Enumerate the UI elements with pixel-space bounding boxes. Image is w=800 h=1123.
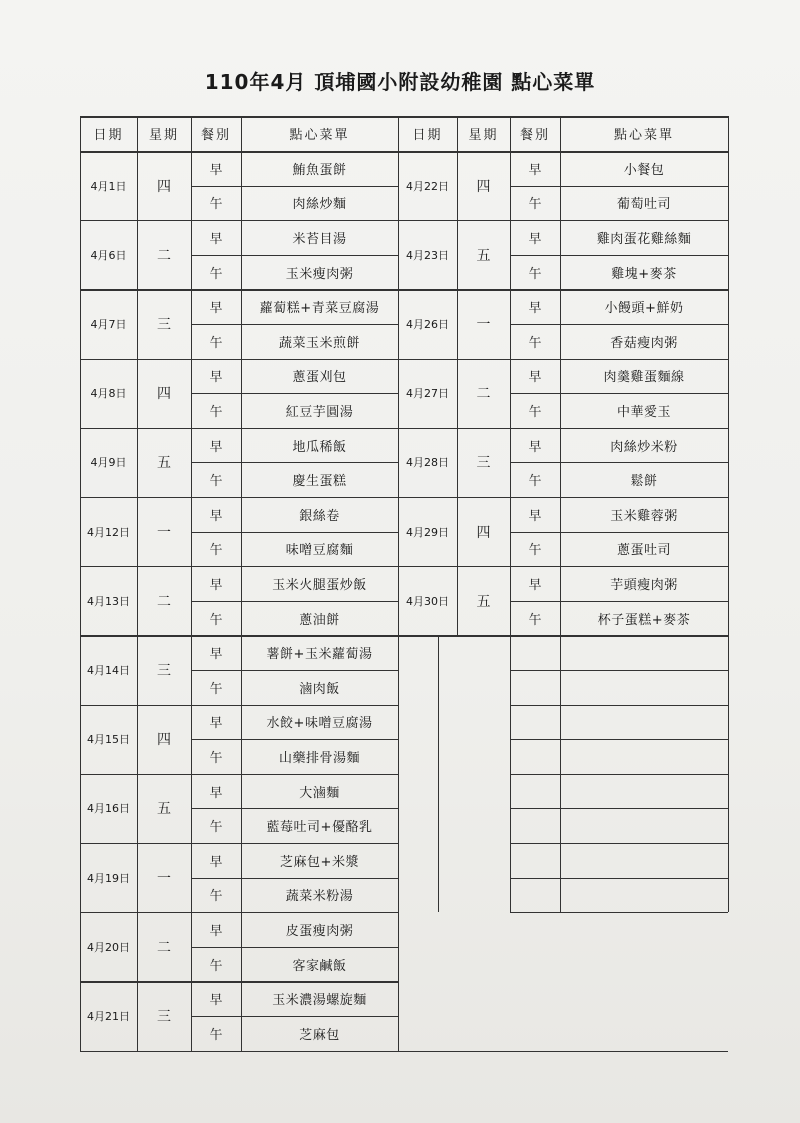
right-menu-item-afternoon: 香菇瘦肉粥 [610,335,678,351]
right-weekday-cell: 五 [476,247,491,264]
left-date-cell: 4月19日 [87,871,130,885]
left-weekday-cell: 四 [157,732,171,749]
right-weekday-cell: 四 [476,524,491,541]
left-menu-item-morning: 銀絲卷 [299,508,340,524]
left-day-divider [80,843,398,844]
left-date-cell: 4月20日 [87,940,130,954]
right-weekday-cell: 二 [476,386,491,403]
left-menu-item-afternoon: 滷肉飯 [299,681,340,697]
left-date-cell: 4月9日 [90,456,127,470]
left-meal-afternoon: 午 [209,750,223,766]
page-title: 110年4月 頂埔國小附設幼稚園 點心菜單 [204,70,596,94]
right-empty-row-line [510,808,728,809]
left-meal-morning: 早 [209,231,223,247]
right-menu-item-morning: 肉羹雞蛋麵線 [603,370,685,386]
right-weekday-cell: 五 [476,593,491,610]
right-meal-morning: 早 [528,439,542,455]
right-empty-row-line [510,774,728,775]
left-meal-afternoon: 午 [209,958,223,974]
left-menu-item-afternoon: 味噌豆腐麵 [285,543,354,559]
left-meal-afternoon: 午 [209,404,223,420]
left-menu-item-afternoon: 芝麻包 [299,1027,340,1043]
left-meal-morning: 早 [209,923,223,939]
left-date-cell: 4月7日 [90,317,127,331]
left-menu-item-afternoon: 客家鹹飯 [292,958,347,974]
left-meal-divider [191,808,398,809]
left-meal-afternoon: 午 [209,1027,223,1043]
left-meal-divider [191,670,398,671]
right-header-meal: 餐別 [519,128,550,143]
left-menu-item-morning: 水餃+味噌豆腐湯 [266,716,373,732]
right-date-cell: 4月22日 [406,179,449,193]
left-header-date: 日期 [93,128,124,143]
left-meal-morning: 早 [209,785,223,801]
left-date-cell: 4月14日 [87,663,130,677]
right-meal-divider [510,186,728,187]
right-meal-afternoon: 午 [528,543,542,559]
left-menu-item-afternoon: 山藥排骨湯麵 [278,750,360,766]
left-weekday-cell: 五 [157,455,171,472]
left-meal-divider [191,462,398,463]
left-menu-item-afternoon: 玉米瘦肉粥 [285,266,354,282]
left-day-divider [80,289,398,290]
left-date-cell: 4月15日 [87,733,130,747]
left-day-divider [80,912,398,913]
right-menu-item-morning: 芋頭瘦肉粥 [610,577,678,593]
left-meal-morning: 早 [209,993,223,1009]
left-day-divider [80,635,398,636]
left-menu-item-afternoon: 肉絲炒麵 [292,197,347,213]
right-col-line-0 [457,116,458,635]
right-day-divider [398,289,728,290]
right-day-divider [398,428,728,429]
right-menu-item-morning: 雞肉蛋花雞絲麵 [596,231,692,247]
left-menu-item-morning: 皮蛋瘦肉粥 [285,923,354,939]
right-meal-afternoon: 午 [528,404,542,420]
right-empty-row-line [510,670,728,671]
right-meal-afternoon: 午 [528,197,542,213]
right-col-line-3 [728,116,729,635]
right-menu-item-afternoon: 葡萄吐司 [616,197,671,213]
left-meal-afternoon: 午 [209,681,223,697]
left-meal-divider [191,1016,398,1017]
menu-table [80,116,728,1056]
left-date-cell: 4月12日 [87,525,130,539]
left-meal-morning: 早 [209,439,223,455]
left-day-divider [80,774,398,775]
right-day-divider [398,359,728,360]
left-weekday-cell: 一 [157,870,171,887]
right-menu-item-morning: 肉絲炒米粉 [610,439,678,455]
left-meal-morning: 早 [209,508,223,524]
left-menu-item-afternoon: 蔥油餅 [299,612,340,628]
right-day-divider [398,497,728,498]
right-empty-row-line [510,739,728,740]
left-weekday-cell: 二 [157,939,171,956]
left-weekday-cell: 四 [157,178,171,195]
left-date-cell: 4月16日 [87,802,130,816]
table-border-bottom [80,1051,728,1052]
right-empty-row-line [510,843,728,844]
left-menu-item-afternoon: 紅豆芋圓湯 [285,404,354,420]
right-menu-item-morning: 小饅頭+鮮奶 [604,301,684,317]
left-menu-item-morning: 大滷麵 [299,785,340,801]
left-weekday-cell: 三 [157,316,171,333]
left-meal-morning: 早 [209,647,223,663]
right-day-divider [398,220,728,221]
left-meal-divider [191,393,398,394]
right-meal-afternoon: 午 [528,474,542,490]
left-menu-item-morning: 地瓜稀飯 [292,439,347,455]
left-header-weekday: 星期 [148,128,179,143]
left-meal-morning: 早 [209,716,223,732]
left-day-divider [80,497,398,498]
left-menu-item-afternoon: 慶生蛋糕 [292,474,347,490]
right-meal-morning: 早 [528,370,542,386]
left-date-cell: 4月8日 [90,387,127,401]
left-meal-divider [191,947,398,948]
left-meal-afternoon: 午 [209,820,223,836]
left-meal-afternoon: 午 [209,889,223,905]
left-date-cell: 4月1日 [90,179,127,193]
right-meal-morning: 早 [528,508,542,524]
right-date-cell: 4月29日 [406,525,449,539]
header-divider [80,151,728,153]
right-menu-item-afternoon: 中華愛玉 [616,404,671,420]
right-meal-afternoon: 午 [528,266,542,282]
left-menu-item-afternoon: 蔬菜米粉湯 [285,889,354,905]
right-day-divider [398,566,728,567]
right-col-line-1 [510,116,511,635]
left-col-line-3 [241,116,242,1051]
left-day-divider [80,981,398,982]
right-empty-row-line [510,912,728,913]
right-weekday-cell: 三 [476,455,491,472]
right-meal-morning: 早 [528,577,542,593]
left-meal-morning: 早 [209,854,223,870]
left-header-menu: 點心菜單 [289,128,350,143]
left-meal-divider [191,186,398,187]
left-meal-divider [191,255,398,256]
right-empty-col-a [438,635,439,912]
right-meal-divider [510,255,728,256]
left-meal-afternoon: 午 [209,612,223,628]
right-date-cell: 4月28日 [406,456,449,470]
right-menu-item-afternoon: 雞塊+麥茶 [611,266,677,282]
right-menu-item-morning: 玉米雞蓉粥 [610,508,678,524]
right-meal-divider [510,393,728,394]
left-weekday-cell: 三 [157,1008,171,1025]
left-weekday-cell: 三 [157,662,171,679]
right-col-line-2 [560,116,561,635]
right-menu-item-morning: 小餐包 [623,162,665,178]
left-meal-morning: 早 [209,301,223,317]
left-day-divider [80,428,398,429]
left-meal-afternoon: 午 [209,335,223,351]
right-empty-col-d [728,635,729,912]
left-menu-item-afternoon: 藍莓吐司+優酪乳 [266,820,373,836]
left-col-line-2 [191,116,192,1051]
left-meal-afternoon: 午 [209,474,223,490]
right-header-menu: 點心菜單 [613,128,674,143]
left-meal-morning: 早 [209,370,223,386]
left-meal-divider [191,324,398,325]
left-day-divider [80,566,398,567]
table-border-top [80,116,728,118]
left-day-divider [80,359,398,360]
left-meal-afternoon: 午 [209,197,223,213]
right-meal-afternoon: 午 [528,612,542,628]
right-meal-divider [510,532,728,533]
right-empty-row-line [510,705,728,706]
left-date-cell: 4月6日 [90,248,127,262]
left-meal-afternoon: 午 [209,543,223,559]
right-menu-item-afternoon: 蔥蛋吐司 [616,543,671,559]
right-meal-divider [510,601,728,602]
left-day-divider [80,220,398,221]
left-meal-morning: 早 [209,162,223,178]
left-menu-item-afternoon: 蔬菜玉米煎餅 [278,335,360,351]
right-weekday-cell: 四 [476,178,491,195]
left-menu-item-morning: 米苔目湯 [292,231,347,247]
right-menu-item-afternoon: 鬆餅 [630,474,658,490]
right-empty-row-line [510,878,728,879]
left-menu-item-morning: 芝麻包+米漿 [280,854,359,870]
right-meal-morning: 早 [528,162,542,178]
right-date-cell: 4月30日 [406,594,449,608]
right-meal-divider [510,324,728,325]
right-meal-morning: 早 [528,301,542,317]
left-meal-divider [191,878,398,879]
right-meal-morning: 早 [528,231,542,247]
right-menu-item-afternoon: 杯子蛋糕+麥茶 [597,612,691,628]
left-weekday-cell: 一 [157,524,171,541]
left-weekday-cell: 二 [157,247,171,264]
left-col-line-4 [398,116,399,1051]
left-meal-morning: 早 [209,577,223,593]
left-weekday-cell: 四 [157,386,171,403]
left-menu-item-morning: 玉米火腿蛋炒飯 [272,577,367,593]
left-meal-divider [191,739,398,740]
left-menu-item-morning: 鮪魚蛋餅 [292,162,347,178]
left-meal-afternoon: 午 [209,266,223,282]
right-header-weekday: 星期 [468,128,499,143]
left-date-cell: 4月21日 [87,1009,130,1023]
right-meal-afternoon: 午 [528,335,542,351]
left-header-meal: 餐別 [200,128,231,143]
right-date-cell: 4月23日 [406,248,449,262]
left-weekday-cell: 二 [157,593,171,610]
left-day-divider [80,705,398,706]
right-date-cell: 4月27日 [406,387,449,401]
left-menu-item-morning: 玉米濃湯螺旋麵 [272,993,367,1009]
left-meal-divider [191,532,398,533]
right-meal-divider [510,462,728,463]
left-menu-item-morning: 薯餅+玉米蘿蔔湯 [266,647,373,663]
right-weekday-cell: 一 [476,316,491,333]
right-day-divider [398,635,728,636]
left-col-line-0 [80,116,81,1051]
left-date-cell: 4月13日 [87,594,130,608]
left-menu-item-morning: 蘿蔔糕+青菜豆腐湯 [259,301,380,317]
right-date-cell: 4月26日 [406,317,449,331]
left-col-line-1 [137,116,138,1051]
left-meal-divider [191,601,398,602]
left-menu-item-morning: 蔥蛋刈包 [292,370,347,386]
right-header-date: 日期 [412,128,443,143]
left-weekday-cell: 五 [157,801,171,818]
